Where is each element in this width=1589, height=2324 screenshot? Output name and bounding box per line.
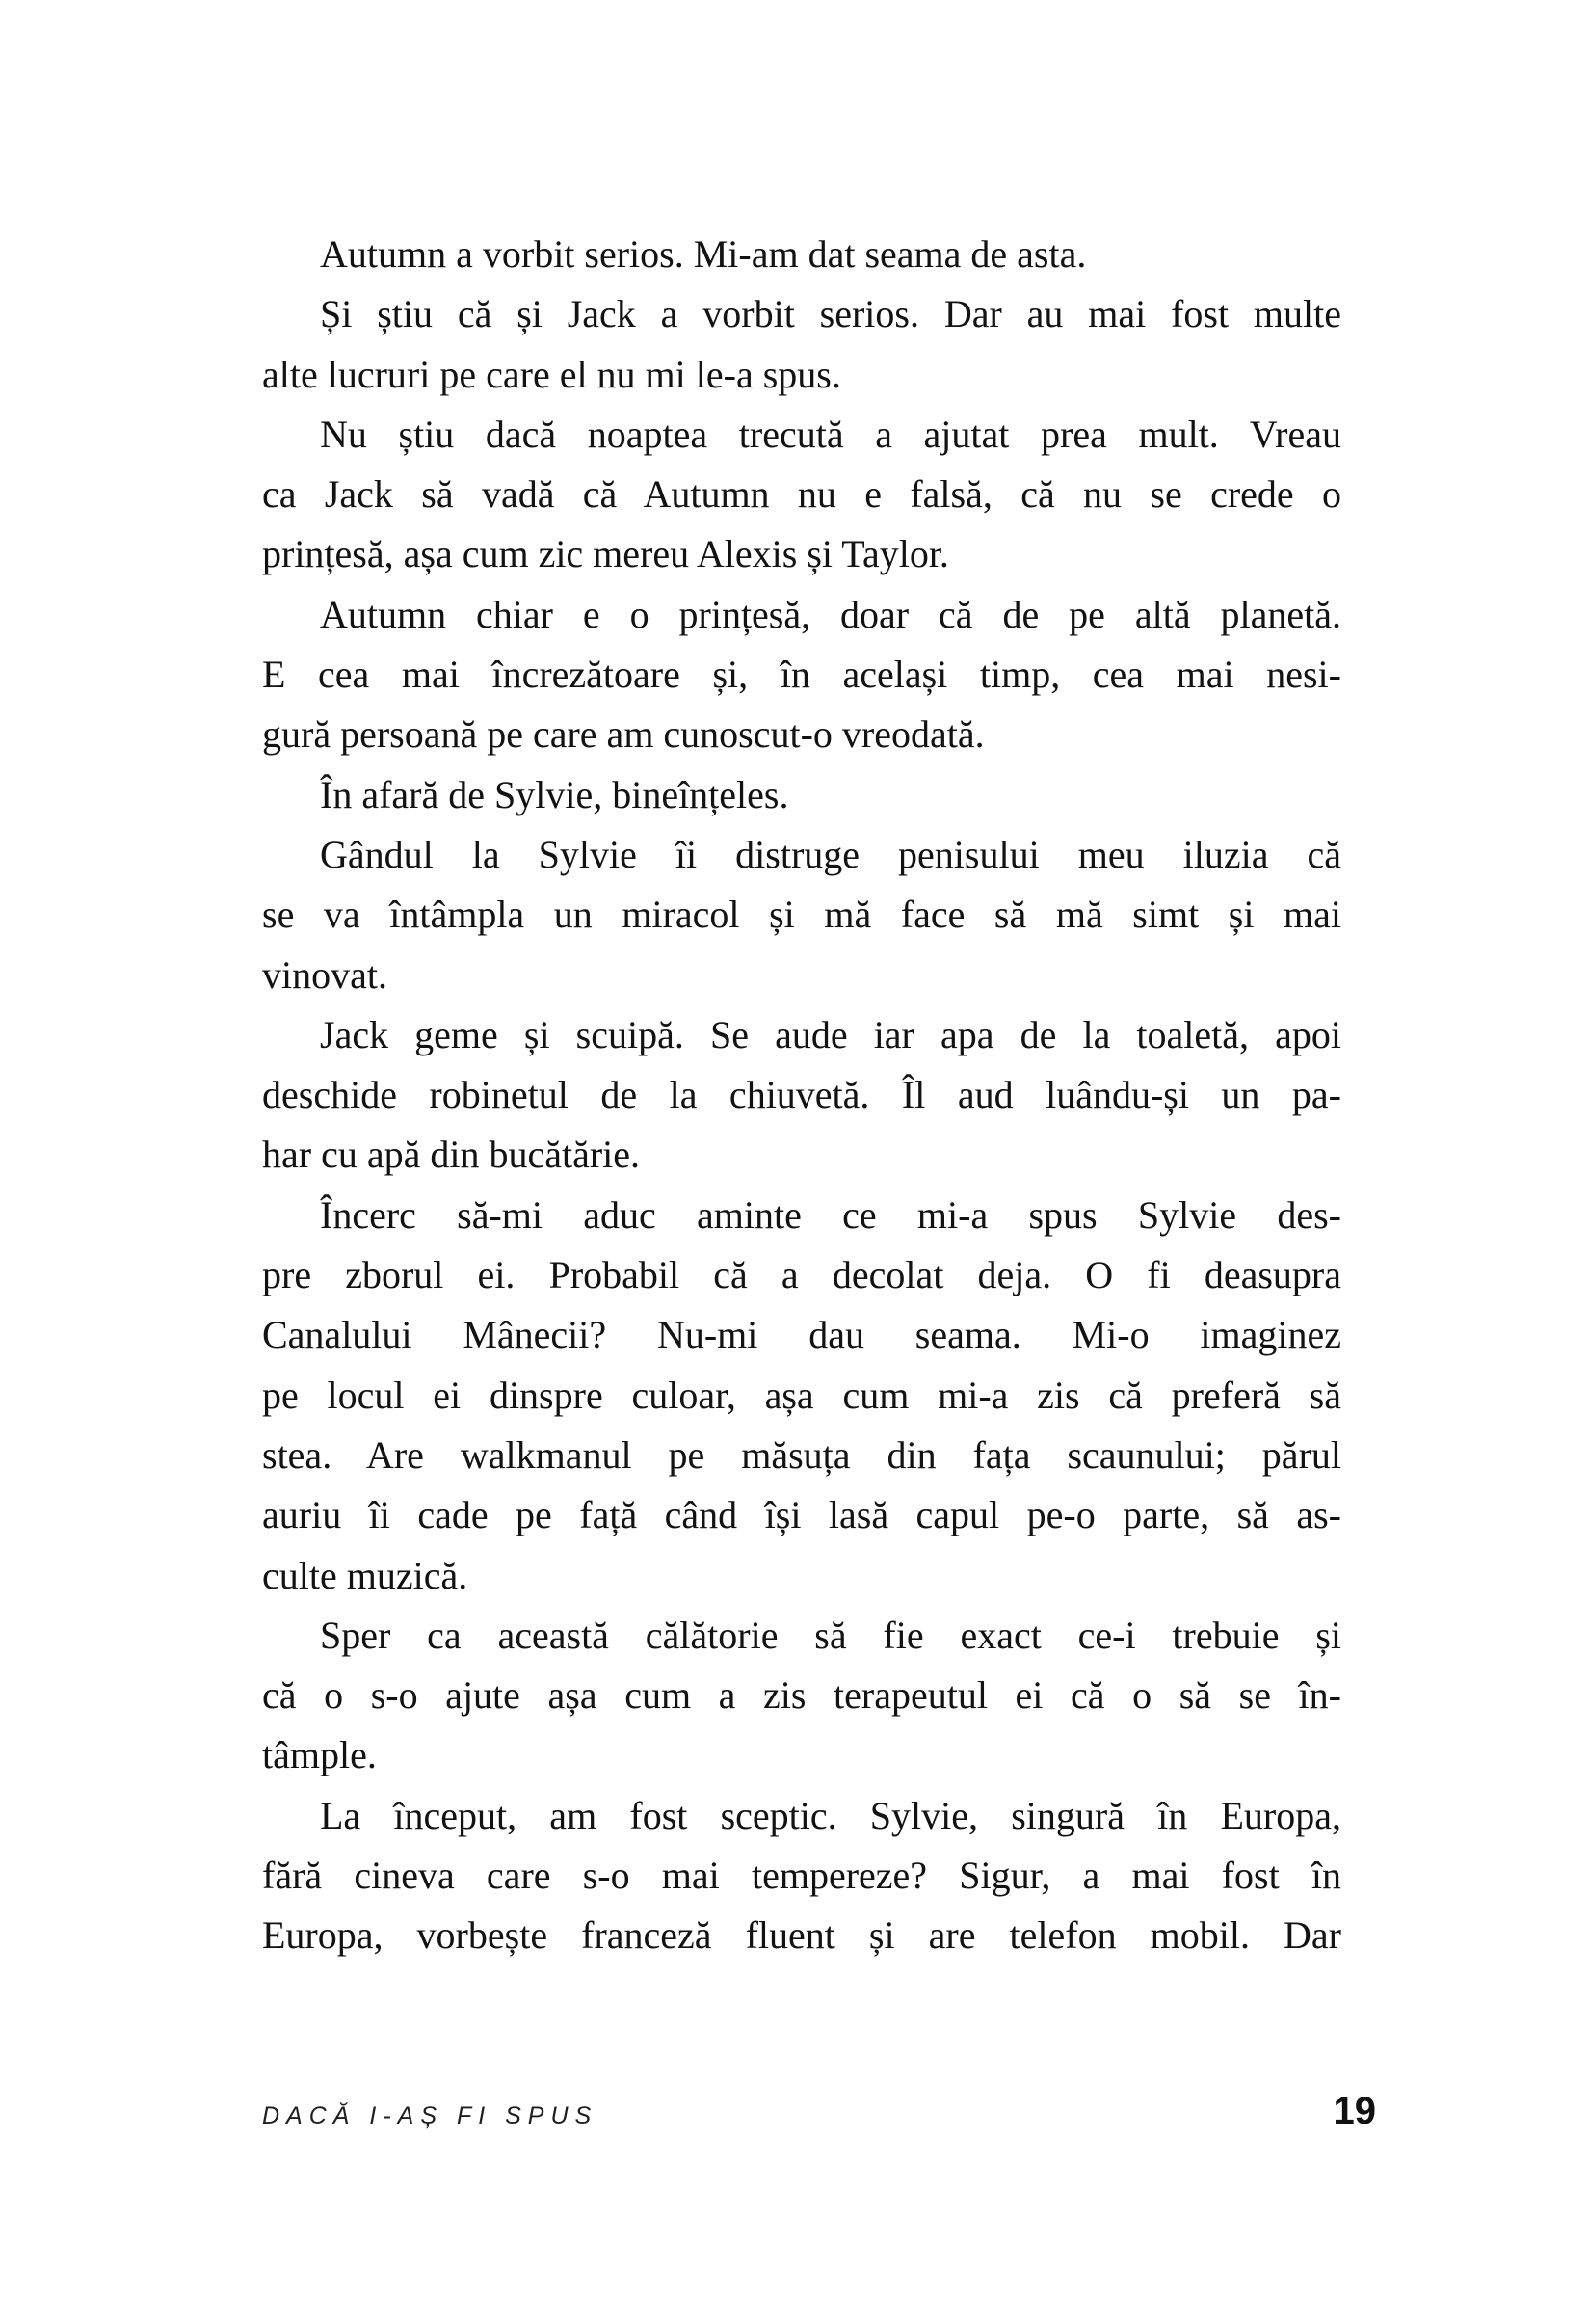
text-line: se va întâmpla un miracol și mă face să mă simt și mai: [262, 893, 1341, 937]
text-line: La început, am fost sceptic. Sylvie, singură în Europa,: [320, 1793, 1341, 1837]
text-line: Autumn a vorbit serios. Mi-am dat seama de asta.: [320, 232, 1087, 276]
page-text: [262, 225, 1341, 1966]
text-line: Și știu că și Jack a vorbit serios. Dar au mai fost multe: [320, 292, 1341, 336]
text-line: Europa, vorbește franceză fluent și are telefon mobil. Dar: [262, 1913, 1341, 1958]
text-line: vinovat.: [262, 952, 387, 997]
text-line: ca Jack să vadă că Autumn nu e falsă, că nu se crede o: [262, 472, 1341, 517]
text-line: fără cineva care s-o mai tempereze? Sigur, a mai fost în: [262, 1854, 1341, 1898]
running-footer-title: DACĂ I-AȘ FI SPUS: [262, 2102, 598, 2129]
text-line: culte muzică.: [262, 1553, 468, 1597]
page-footer: [262, 2090, 1376, 2133]
text-line: E cea mai încrezătoare și, în același timp, cea mai nesi-: [262, 653, 1341, 697]
text-line: deschide robinetul de la chiuvetă. Îl aud luându-și un pa-: [262, 1073, 1341, 1117]
text-line: auriu îi cade pe față când își lasă capul pe-o parte, să as-: [262, 1493, 1341, 1537]
text-line: că o s-o ajute așa cum a zis terapeutul ei că o să se în-: [262, 1673, 1341, 1718]
text-line: pre zborul ei. Probabil că a decolat deja. O fi deasupra: [262, 1253, 1341, 1297]
text-line: alte lucruri pe care el nu mi le-a spus.: [262, 352, 841, 396]
text-line: Canalului Mânecii? Nu-mi dau seama. Mi-o imaginez: [262, 1313, 1341, 1357]
text-line: Sper ca această călătorie să fie exact ce-i trebuie și: [320, 1613, 1341, 1657]
text-line: În afară de Sylvie, bineînțeles.: [320, 772, 789, 816]
text-line: prințesă, așa cum zic mereu Alexis și Taylor.: [262, 532, 949, 576]
text-line: har cu apă din bucătărie.: [262, 1133, 641, 1177]
text-line: Gândul la Sylvie îi distruge penisului meu iluzia că: [320, 832, 1341, 876]
text-line: tâmple.: [262, 1733, 377, 1777]
page-number: 19: [1333, 2090, 1376, 2132]
text-line: Jack geme și scuipă. Se aude iar apa de la toaletă, apoi: [320, 1012, 1341, 1056]
text-line: Autumn chiar e o prințesă, doar că de pe altă planetă.: [320, 592, 1341, 636]
text-line: Încerc să-mi aduc aminte ce mi-a spus Sylvie des-: [320, 1192, 1341, 1237]
text-line: pe locul ei dinspre culoar, așa cum mi-a zis că preferă să: [262, 1373, 1341, 1417]
text-line: gură persoană pe care am cunoscut-o vreodată.: [262, 712, 985, 757]
text-line: stea. Are walkmanul pe măsuța din fața scaunului; părul: [262, 1432, 1341, 1477]
text-line: Nu știu dacă noaptea trecută a ajutat prea mult. Vreau: [320, 412, 1341, 456]
